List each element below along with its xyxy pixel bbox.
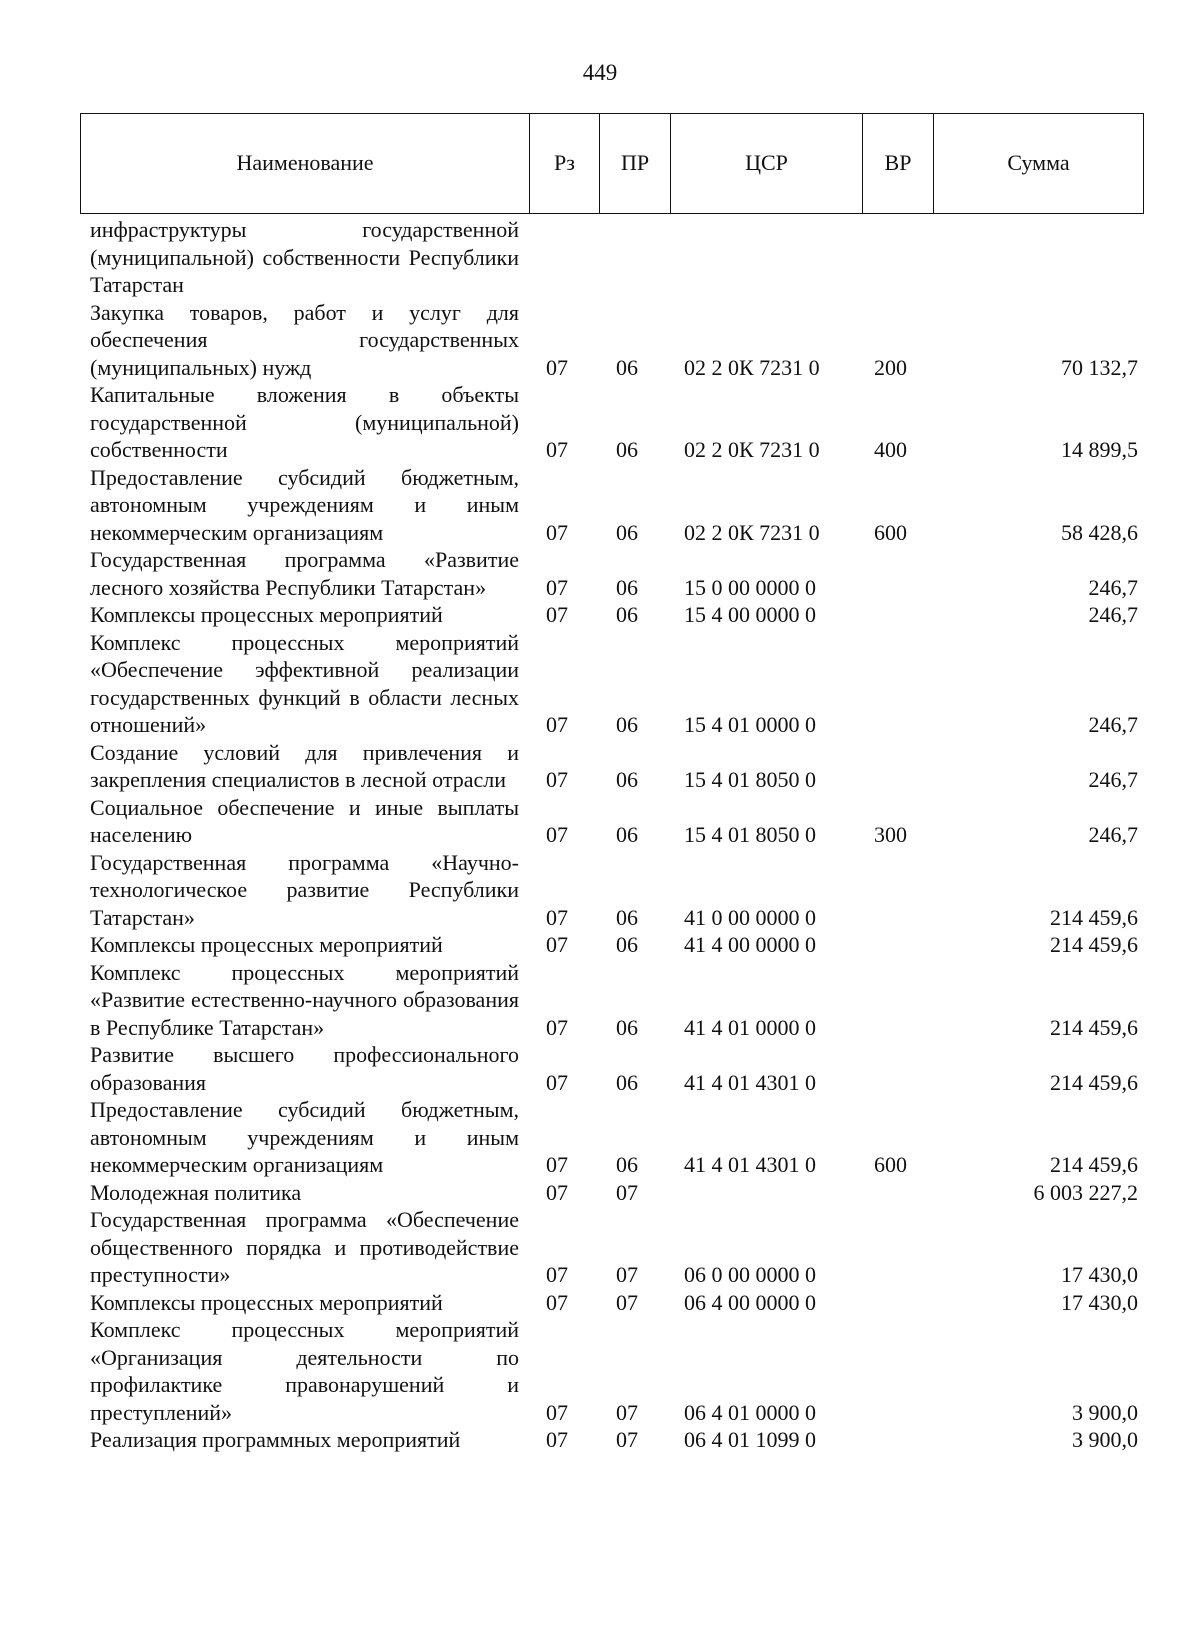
cell-vr: 600 xyxy=(874,1152,907,1177)
cell-vr: 600 xyxy=(874,519,907,545)
cell-pr: 06 xyxy=(616,767,638,792)
cell-csr: 41 4 00 0000 0 xyxy=(684,932,816,957)
cell-sum: 3 900,0 xyxy=(1072,1399,1138,1425)
cell-sum: 246,7 xyxy=(1088,574,1138,600)
table-row xyxy=(90,1316,1140,1426)
cell-sum: 214 459,6 xyxy=(1050,904,1138,930)
table-row xyxy=(90,1206,1140,1289)
cell-pr: 06 xyxy=(616,602,638,627)
table-row xyxy=(90,959,1140,1042)
table-row xyxy=(90,1426,1140,1454)
cell-sum: 14 899,5 xyxy=(1061,437,1138,462)
cell-name: Комплекс процессных мероприятий «Развитие естественно-научного образования в Республике Татарстан» xyxy=(90,959,519,1040)
cell-pr: 06 xyxy=(616,519,638,545)
cell-rz: 07 xyxy=(546,1262,568,1287)
cell-name: Комплекс процессных мероприятий «Организация деятельности по профилактике правонарушений и преступлений» xyxy=(90,1317,519,1425)
cell-csr: 15 4 01 8050 0 xyxy=(684,767,816,792)
cell-csr: 15 4 01 8050 0 xyxy=(684,822,816,847)
cell-pr: 06 xyxy=(616,904,638,930)
cell-sum: 246,7 xyxy=(1088,712,1138,737)
cell-csr: 06 4 01 0000 0 xyxy=(684,1399,816,1425)
cell-name: Капитальные вложения в объекты государственной (муниципальной) собственности xyxy=(90,382,519,462)
cell-csr: 02 2 0К 7231 0 xyxy=(684,519,820,545)
cell-rz: 07 xyxy=(546,1399,568,1425)
cell-pr: 06 xyxy=(616,437,638,462)
cell-vr: 400 xyxy=(874,437,907,462)
table-row xyxy=(90,794,1140,849)
cell-pr: 06 xyxy=(616,1069,638,1095)
cell-pr: 07 xyxy=(616,1262,638,1287)
cell-rz: 07 xyxy=(546,1069,568,1095)
cell-pr: 06 xyxy=(616,822,638,847)
cell-name: Государственная программа «Обеспечение общественного порядка и противодействие преступности» xyxy=(90,1207,519,1287)
table-body xyxy=(90,216,1140,1454)
table-row xyxy=(90,299,1140,382)
cell-rz: 07 xyxy=(546,519,568,545)
cell-pr: 07 xyxy=(616,1289,638,1315)
cell-pr: 06 xyxy=(616,932,638,957)
table-row xyxy=(90,601,1140,629)
cell-csr: 15 4 01 0000 0 xyxy=(684,712,816,737)
cell-rz: 07 xyxy=(546,574,568,600)
header-rz: Рз xyxy=(530,114,600,213)
cell-csr: 41 0 00 0000 0 xyxy=(684,904,816,930)
cell-name: Создание условий для привлечения и закрепления специалистов в лесной отрасли xyxy=(90,739,519,792)
table-row xyxy=(90,1179,1140,1207)
cell-sum: 17 430,0 xyxy=(1061,1289,1138,1315)
cell-rz: 07 xyxy=(546,767,568,792)
cell-rz: 07 xyxy=(546,1014,568,1040)
cell-name: Предоставление субсидий бюджетным, автономным учреждениям и иным некоммерческим организациям xyxy=(90,1097,519,1177)
cell-sum: 17 430,0 xyxy=(1061,1262,1138,1287)
cell-csr: 06 0 00 0000 0 xyxy=(684,1262,816,1287)
table-row xyxy=(90,381,1140,464)
header-pr: ПР xyxy=(600,114,671,213)
cell-csr: 06 4 01 1099 0 xyxy=(684,1427,816,1452)
cell-pr: 07 xyxy=(616,1427,638,1452)
cell-vr: 300 xyxy=(874,822,907,847)
cell-sum: 6 003 227,2 xyxy=(1033,1179,1138,1205)
cell-name: Реализация программных мероприятий xyxy=(90,1427,461,1452)
table-row xyxy=(90,849,1140,932)
table-row xyxy=(90,1041,1140,1096)
page-number: 449 xyxy=(582,60,618,85)
cell-name: Предоставление субсидий бюджетным, автономным учреждениям и иным некоммерческим организациям xyxy=(90,464,519,545)
cell-csr: 06 4 00 0000 0 xyxy=(684,1289,816,1315)
table-row xyxy=(90,464,1140,547)
cell-vr: 200 xyxy=(874,354,907,380)
cell-pr: 06 xyxy=(616,1014,638,1040)
cell-pr: 06 xyxy=(616,1152,638,1177)
cell-sum: 214 459,6 xyxy=(1050,1069,1138,1095)
cell-csr: 15 4 00 0000 0 xyxy=(684,602,816,627)
cell-sum: 214 459,6 xyxy=(1050,932,1138,957)
cell-csr: 41 4 01 4301 0 xyxy=(684,1069,816,1095)
cell-rz: 07 xyxy=(546,712,568,737)
cell-pr: 06 xyxy=(616,574,638,600)
table-row xyxy=(90,629,1140,739)
header-name: Наименование xyxy=(81,114,530,213)
cell-pr: 06 xyxy=(616,712,638,737)
cell-rz: 07 xyxy=(546,437,568,462)
cell-name: Развитие высшего профессионального образования xyxy=(90,1042,519,1095)
cell-sum: 3 900,0 xyxy=(1072,1427,1138,1452)
cell-rz: 07 xyxy=(546,1152,568,1177)
table-header xyxy=(80,113,1144,214)
cell-csr: 15 0 00 0000 0 xyxy=(684,574,816,600)
cell-rz: 07 xyxy=(546,602,568,627)
cell-sum: 246,7 xyxy=(1088,822,1138,847)
table-row xyxy=(90,1096,1140,1179)
cell-name: Комплекс процессных мероприятий «Обеспечение эффективной реализации государственных функций в области лесных отношений» xyxy=(90,629,519,737)
cell-rz: 07 xyxy=(546,1427,568,1452)
cell-csr: 41 4 01 4301 0 xyxy=(684,1152,816,1177)
cell-pr: 06 xyxy=(616,354,638,380)
header-sum: Сумма xyxy=(1007,150,1070,175)
cell-sum: 70 132,7 xyxy=(1061,354,1138,380)
cell-sum: 246,7 xyxy=(1088,602,1138,627)
cell-sum: 246,7 xyxy=(1088,767,1138,792)
cell-rz: 07 xyxy=(546,932,568,957)
header-vr: ВР xyxy=(863,114,934,213)
cell-csr: 02 2 0К 7231 0 xyxy=(684,354,820,380)
cell-rz: 07 xyxy=(546,1179,568,1205)
cell-pr: 07 xyxy=(616,1179,638,1205)
cell-sum: 214 459,6 xyxy=(1050,1152,1138,1177)
header-csr: ЦСР xyxy=(671,114,863,213)
cell-name: Государственная программа «Научно-технологическое развитие Республики Татарстан» xyxy=(90,849,519,930)
cell-name: Социальное обеспечение и иные выплаты населению xyxy=(90,794,519,847)
cell-sum: 214 459,6 xyxy=(1050,1014,1138,1040)
table-row xyxy=(90,1289,1140,1317)
cell-name: Государственная программа «Развитие лесного хозяйства Республики Татарстан» xyxy=(90,547,519,600)
cell-name: Комплексы процессных мероприятий xyxy=(90,602,443,627)
cell-name: Комплексы процессных мероприятий xyxy=(90,1289,443,1315)
table-row xyxy=(90,931,1140,959)
cell-name: инфраструктуры государственной (муниципальной) собственности Республики Татарстан xyxy=(90,217,519,297)
cell-csr: 02 2 0К 7231 0 xyxy=(684,437,820,462)
cell-name: Молодежная политика xyxy=(90,1179,302,1205)
cell-rz: 07 xyxy=(546,1289,568,1315)
cell-rz: 07 xyxy=(546,904,568,930)
cell-pr: 07 xyxy=(616,1399,638,1425)
table-row xyxy=(90,739,1140,794)
table-row xyxy=(90,216,1140,299)
cell-rz: 07 xyxy=(546,354,568,380)
table-row xyxy=(90,546,1140,601)
cell-csr: 41 4 01 0000 0 xyxy=(684,1014,816,1040)
cell-name: Закупка товаров, работ и услуг для обеспечения государственных (муниципальных) нужд xyxy=(90,299,519,380)
cell-name: Комплексы процессных мероприятий xyxy=(90,932,443,957)
cell-sum: 58 428,6 xyxy=(1061,519,1138,545)
cell-rz: 07 xyxy=(546,822,568,847)
